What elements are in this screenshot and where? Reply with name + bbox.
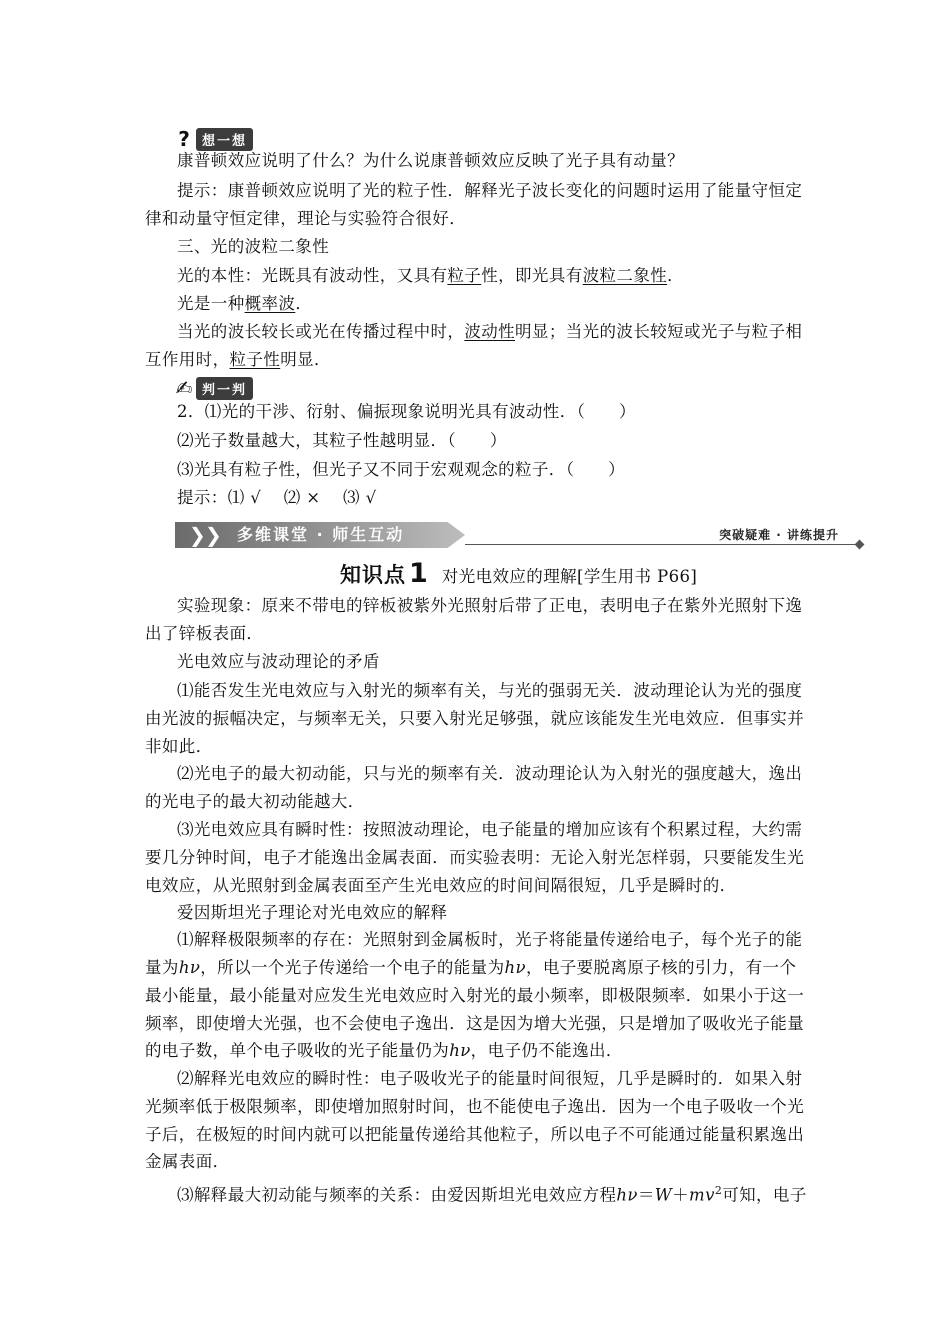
subheading: 光电效应与波动理论的矛盾: [177, 652, 380, 671]
text-span: ．: [667, 266, 685, 285]
section-3-heading: 三、光的波粒二象性: [177, 237, 330, 256]
fill-blank: 概率波: [244, 294, 296, 313]
text-span: 互作用时，: [145, 350, 230, 369]
formula-span: hν: [449, 1041, 471, 1060]
banner-rule: [465, 544, 855, 545]
paragraph-line: 金属表面．: [145, 1152, 230, 1171]
paragraph-line: 最小能量，最小能量对应发生光电效应时入射光的最小频率，即极限频率．如果小于这一: [145, 986, 805, 1005]
chevron-right-icon: ❯: [189, 523, 206, 547]
text-span: 性，即光具有: [481, 266, 583, 285]
fill-blank: 波粒二象性: [582, 266, 668, 285]
superscript: 2: [714, 1184, 723, 1197]
kp-number: 1: [409, 558, 428, 589]
paragraph-line: 出了锌板表面．: [145, 624, 264, 643]
text-span: ，电子仍不能逸出．: [470, 1041, 623, 1060]
text-span: 当光的波长较长或光在传播过程中时，: [177, 322, 465, 341]
question-icon: ?: [178, 127, 190, 151]
judge-item-1: 2．⑴光的干涉、衍射、偏振现象说明光具有波动性．（ ）: [177, 402, 636, 421]
wave-line-2: [145, 346, 810, 374]
banner-title: 多维课堂 · 师生互动: [237, 525, 405, 544]
hint-line-1: 提示：康普顿效应说明了光的粒子性．解释光子波长变化的问题时运用了能量守恒定: [177, 181, 803, 200]
paragraph-line: 电效应，从光照射到金属表面至产生光电效应的时间间隔很短，几乎是瞬时的．: [145, 876, 737, 895]
paragraph-line: 由光波的振幅决定，与频率无关，只要入射光足够强，就应该能发生光电效应．但事实并: [145, 709, 805, 728]
paragraph-line: ⑴解释极限频率的存在：光照射到金属板时，光子将能量传递给电子，每个光子的能: [177, 930, 803, 949]
wave-line: [177, 318, 810, 346]
formula-span: hν: [616, 1185, 638, 1205]
text-span: ，电子要脱离原子核的引力，有一个: [525, 958, 797, 977]
text-span: ．: [295, 294, 313, 313]
paragraph-line: 频率，即使增大光强，也不会使电子逸出．这是因为增大光强，只是增加了吸收光子能量: [145, 1014, 805, 1033]
text-span: ＋: [672, 1185, 690, 1205]
text-span: 明显；当光的波长较短或光子与粒子相: [515, 322, 803, 341]
text-span: 可知，电子: [722, 1185, 807, 1205]
fill-blank: 波动性: [464, 322, 516, 341]
judge-item-2: ⑵光子数量越大，其粒子性越明显．（ ）: [177, 431, 507, 450]
paragraph-line: 光频率低于极限频率，即使增加照射时间，也不能使电子逸出．因为一个电子吸收一个光: [145, 1097, 805, 1116]
paragraph-line: 实验现象：原来不带电的锌板被紫外光照射后带了正电，表明电子在紫外光照射下逸: [177, 596, 803, 615]
paragraph-line: ⑴能否发生光电效应与入射光的频率有关，与光的强弱无关．波动理论认为光的强度: [177, 681, 803, 700]
judge-label: [175, 376, 253, 400]
subheading: 爱因斯坦光子理论对光电效应的解释: [177, 903, 448, 922]
text-span: 光是一种: [177, 294, 245, 313]
paragraph-line: 非如此．: [145, 737, 213, 756]
hint-line-2: 律和动量守恒定律，理论与实验符合很好．: [145, 209, 467, 228]
formula-span: W: [654, 1185, 673, 1205]
section-banner: [175, 522, 865, 548]
fill-blank: 粒子性: [229, 350, 281, 369]
paragraph-line: ⑶光电效应具有瞬时性：按照波动理论，电子能量的增加应该有个积累过程，大约需: [177, 820, 803, 839]
paragraph-line: [177, 1177, 810, 1205]
judge-item-3: ⑶光具有粒子性，但光子又不同于宏观观念的粒子．（ ）: [177, 460, 626, 479]
formula-span: hν: [504, 958, 526, 977]
kp-title: 知识点: [340, 563, 406, 587]
text-span: 光的本性：光既具有波动性，又具有: [177, 266, 448, 285]
diamond-icon: [855, 540, 865, 550]
judge-answer: 提示：⑴ √ ⑵ × ⑶ √: [177, 488, 377, 507]
formula-span: hν: [178, 958, 201, 977]
judge-label-text: 判一判: [196, 377, 253, 400]
paragraph-line: [145, 1037, 810, 1065]
text-span: 的电子数，单个电子吸收的光子能量仍为: [145, 1041, 450, 1060]
chevron-right-icon: ❯: [205, 523, 222, 547]
paragraph-line: ⑵光电子的最大初动能，只与光的频率有关．波动理论认为入射光的强度越大，逸出: [177, 764, 803, 783]
banner-subtitle: 突破疑难 · 讲练提升: [715, 526, 843, 543]
probability-line: [177, 290, 810, 318]
question-line: 康普顿效应说明了什么？为什么说康普顿效应反映了光子具有动量？: [177, 151, 684, 170]
text-span: 量为: [145, 958, 179, 977]
hand-icon: ✍: [175, 376, 193, 400]
paragraph-line: ⑵解释光电效应的瞬时性：电子吸收光子的能量时间很短，几乎是瞬时的．如果入射: [177, 1069, 803, 1088]
think-label-text: 想一想: [196, 128, 253, 151]
paragraph-line: [145, 954, 810, 982]
knowledge-point-heading: [340, 558, 697, 592]
text-span: ，所以一个光子传递给一个电子的能量为: [200, 958, 505, 977]
text-span: ＝: [637, 1185, 655, 1205]
paragraph-line: 子后，在极短的时间内就可以把能量传递给其他粒子，所以电子不可能通过能量积累逸出: [145, 1125, 805, 1144]
text-span: ⑶解释最大初动能与频率的关系：由爱因斯坦光电效应方程: [177, 1185, 617, 1205]
paragraph-line: 要几分钟时间，电子才能逸出金属表面．而实验表明：无论入射光怎样弱，只要能发生光: [145, 848, 805, 867]
kp-text: 对光电效应的理解[学生用书 P66]: [441, 567, 698, 586]
fill-blank: 粒子: [447, 266, 482, 285]
nature-line: [177, 262, 810, 290]
formula-span: mv: [689, 1185, 715, 1205]
paragraph-line: 的光电子的最大初动能越大．: [145, 792, 365, 811]
text-span: 明显．: [280, 350, 331, 369]
